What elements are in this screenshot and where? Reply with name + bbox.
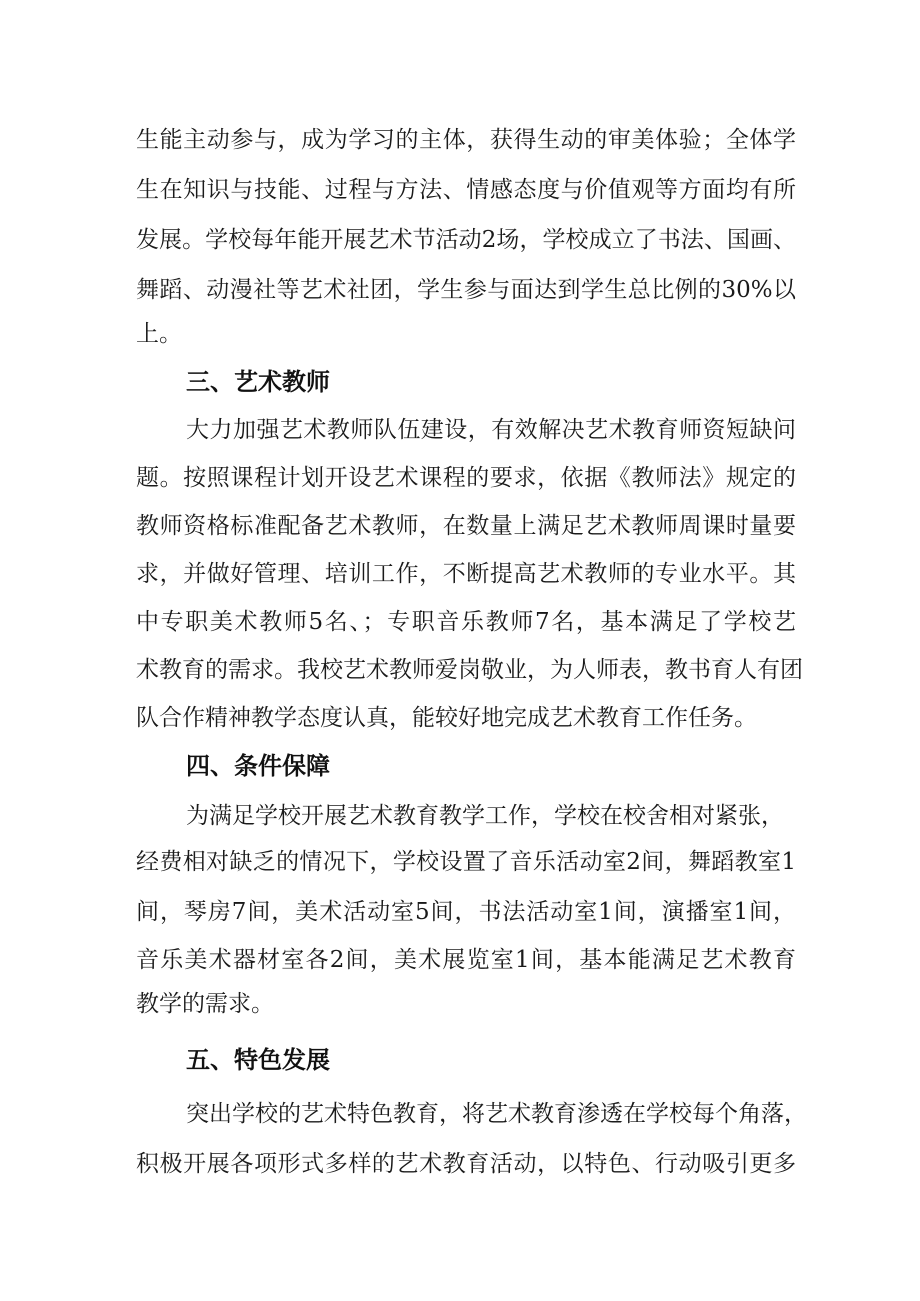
paragraph-line: 教学的需求。 [136,991,274,1017]
paragraph-line: 队合作精神教学态度认真，能较好地完成艺术教育工作任务。 [136,705,757,731]
paragraph-line: 积极开展各项形式多样的艺术教育活动，以特色、行动吸引更多 [136,1151,796,1177]
paragraph-line: 题。按照课程计划开设艺术课程的要求，依据《教师法》规定的 [136,465,796,491]
paragraph-line: 生能主动参与，成为学习的主体，获得生动的审美体验；全体学 [136,127,796,153]
paragraph-line: 舞蹈、动漫社等艺术社团，学生参与面达到学生总比例的30%以 [136,277,796,303]
paragraph-line: 间，琴房7间，美术活动室5间，书法活动室1间，演播室1间， [136,899,796,925]
paragraph-line: 中专职美术教师5名、；专职音乐教师7名，基本满足了学校艺 [136,609,796,635]
paragraph-line: 上。 [136,321,182,347]
section-heading-featured-development: 五、特色发展 [186,1046,330,1074]
paragraph-line: 求，并做好管理、培训工作，不断提高艺术教师的专业水平。其 [136,561,796,587]
paragraph-line: 为满足学校开展艺术教育教学工作，学校在校舍相对紧张， [186,803,784,829]
paragraph-line: 教师资格标准配备艺术教师，在数量上满足艺术教师周课时量要 [136,513,796,539]
paragraph-line: 发展。学校每年能开展艺术节活动2场，学校成立了书法、国画、 [136,227,796,253]
paragraph-line: 术教育的需求。我校艺术教师爱岗敬业，为人师表，教书育人有团 [136,657,803,683]
paragraph-line: 生在知识与技能、过程与方法、情感态度与价值观等方面均有所 [136,177,796,203]
section-heading-conditions: 四、条件保障 [186,752,330,780]
paragraph-line: 突出学校的艺术特色教育，将艺术教育渗透在学校每个角落， [186,1101,807,1127]
paragraph-line: 经费相对缺乏的情况下，学校设置了音乐活动室2间，舞蹈教室1 [136,849,796,875]
paragraph-line: 大力加强艺术教师队伍建设，有效解决艺术教育师资短缺问 [186,417,796,443]
section-heading-art-teachers: 三、艺术教师 [186,368,330,396]
paragraph-line: 音乐美术器材室各2间，美术展览室1间，基本能满足艺术教育 [136,947,796,973]
